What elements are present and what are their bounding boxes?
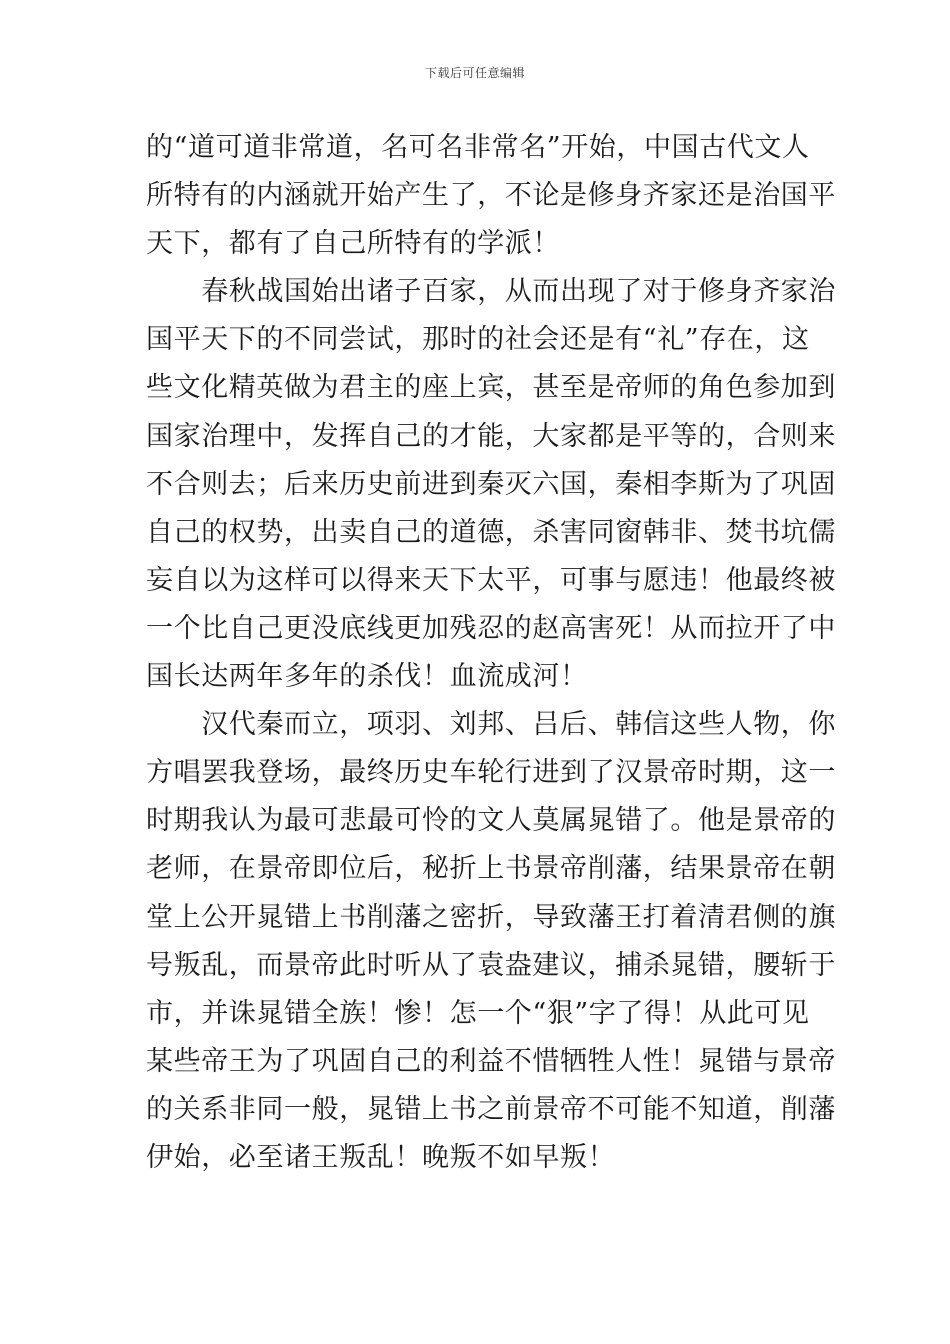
text-line: 所特有的内涵就开始产生了，不论是修身齐家还是治国平 bbox=[146, 180, 836, 212]
text-line: 国长达两年多年的杀伐！血流成河！ bbox=[146, 661, 588, 693]
text-line: 国平天下的不同尝试，那时的社会还是有“礼”存在，这 bbox=[146, 324, 810, 356]
body-text bbox=[146, 124, 836, 1182]
text-line: 堂上公开晁错上书削藩之密折，导致藩王打着清君侧的旗 bbox=[146, 901, 836, 933]
text-line: 老师，在景帝即位后，秘折上书景帝削藩，结果景帝在朝 bbox=[146, 853, 836, 885]
text-line: 的“道可道非常道，名可名非常名”开始，中国古代文人 bbox=[146, 132, 810, 163]
text-line: 天下，都有了自己所特有的学派！ bbox=[146, 228, 560, 260]
text-line: 号叛乱，而景帝此时听从了袁盎建议，捕杀晁错，腰斩于 bbox=[146, 949, 836, 981]
text-line: 不合则去；后来历史前进到秦灭六国，秦相李斯为了巩固 bbox=[146, 468, 836, 500]
text-line: 国家治理中，发挥自己的才能，大家都是平等的，合则来 bbox=[146, 420, 836, 452]
text-line: 某些帝王为了巩固自己的利益不惜牺牲人性！晁错与景帝 bbox=[146, 1045, 836, 1077]
text-line: 自己的权势，出卖自己的道德，杀害同窗韩非、焚书坑儒 bbox=[146, 516, 836, 548]
header-note: 下载后可任意编辑 bbox=[424, 66, 525, 80]
text-line: 伊始，必至诸王叛乱！晚叛不如早叛！ bbox=[146, 1141, 616, 1173]
text-line: 市，并诛晁错全族！惨！怎一个“狠”字了得！从此可见 bbox=[146, 997, 810, 1029]
text-line: 汉代秦而立，项羽、刘邦、吕后、韩信这些人物，你 bbox=[146, 709, 836, 741]
text-line: 妄自以为这样可以得来天下太平，可事与愿违！他最终被 bbox=[146, 564, 836, 596]
text-line: 春秋战国始出诸子百家，从而出现了对于修身齐家治 bbox=[146, 276, 836, 308]
text-line: 些文化精英做为君主的座上宾，甚至是帝师的角色参加到 bbox=[146, 372, 836, 404]
text-line: 一个比自己更没底线更加残忍的赵高害死！从而拉开了中 bbox=[146, 612, 836, 644]
text-line: 方唱罢我登场，最终历史车轮行进到了汉景帝时期，这一 bbox=[146, 757, 836, 789]
text-line: 的关系非同一般，晁错上书之前景帝不可能不知道，削藩 bbox=[146, 1093, 836, 1125]
text-line: 时期我认为最可悲最可怜的文人莫属晁错了。他是景帝的 bbox=[146, 805, 836, 837]
